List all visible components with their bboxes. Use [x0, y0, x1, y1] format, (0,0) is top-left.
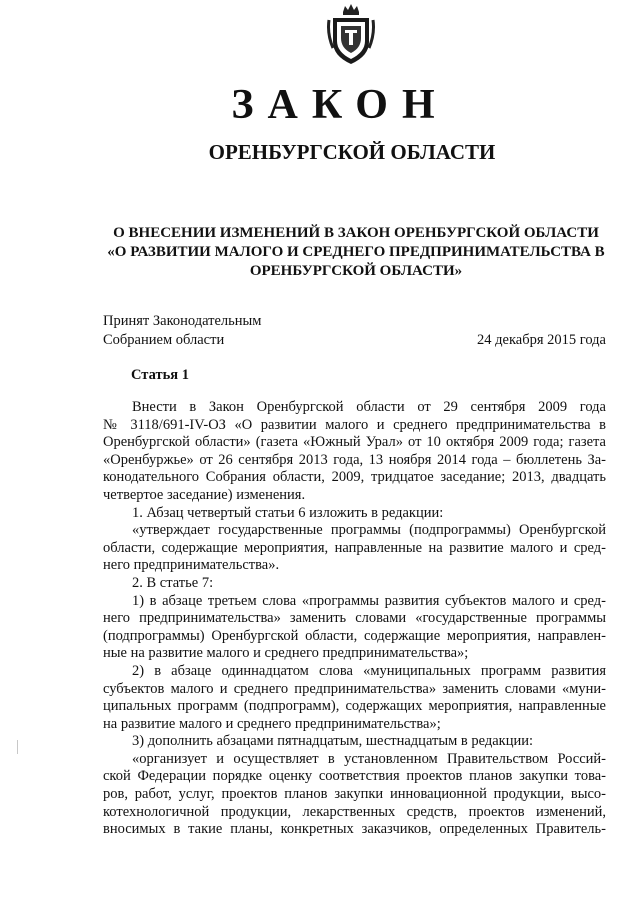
text-line: «Оренбуржье» от 26 сентября 2013 года, 13 ноября 2014 года – бюллетень За-: [103, 451, 606, 468]
law-title: [96, 224, 616, 281]
text-line: ные на развитие малого и среднего предпринимательства»;: [103, 645, 469, 662]
text-line: вносимых в такие планы, конкретных заказчиков, определенных Правитель-: [103, 821, 606, 838]
text-line: 3) дополнить абзацами пятнадцатым, шестнадцатым в редакции:: [132, 733, 534, 750]
text-line: четвертое заседание) изменения.: [103, 486, 306, 503]
text-line: 2. В статье 7:: [132, 574, 214, 591]
article-heading: Статья 1: [131, 367, 189, 383]
text-line: 1) в абзаце третьем слова «программы развития субъектов малого и сред-: [132, 592, 606, 609]
text-line: субъектов малого и среднего предпринимательства» заменить словами «муни-: [103, 680, 606, 697]
text-line: 2) в абзаце одиннадцатом слова «муниципальных программ развития: [132, 662, 606, 679]
text-line: конодательного Собрания области, 2009, тридцатое заседание; 2013, двадцать: [103, 469, 606, 486]
law-title-line: О ВНЕСЕНИИ ИЗМЕНЕНИЙ В ЗАКОН ОРЕНБУРГСКОЙ ОБЛАСТИ: [113, 225, 599, 241]
adoption-date: 24 декабря 2015 года: [477, 332, 606, 348]
text-line: ципальных программ (подпрограмм), содержащих мероприятия, направленные: [103, 698, 606, 715]
text-line: котехнологичной продукции, лекарственных средств, проектов изменений,: [103, 803, 606, 820]
text-line: него предпринимательства».: [103, 557, 280, 574]
text-line: ской Федерации порядке оценку соответствия проектов планов закупки това-: [103, 768, 606, 785]
text-line: области, содержащие мероприятия, направленные на развитие малого и сред-: [103, 539, 606, 556]
document-subtitle: ОРЕНБУРГСКОЙ ОБЛАСТИ: [208, 140, 496, 164]
text-line: 1. Абзац четвертый статьи 6 изложить в редакции:: [132, 504, 444, 521]
text-line: (подпрограммы) Оренбургской области, содержащие мероприятия, направлен-: [103, 627, 606, 644]
adoption-info: [103, 312, 261, 350]
text-line: Внести в Закон Оренбургской области от 29 сентября 2009 года: [132, 399, 606, 415]
law-title-line: «О РАЗВИТИИ МАЛОГО И СРЕДНЕГО ПРЕДПРИНИМАТЕЛЬСТВА В: [107, 244, 605, 260]
scan-margin-mark: [17, 740, 18, 754]
adoption-line: Собранием области: [103, 332, 225, 348]
text-line: «утверждает государственные программы (подпрограммы) Оренбургской: [132, 522, 606, 539]
text-line: ров, работ, услуг, проектов планов закупки инновационной продукции, высо-: [103, 786, 606, 803]
adoption-line: Принят Законодательным: [103, 313, 262, 329]
article-body: [103, 399, 606, 839]
text-line: него предпринимательства» заменить словами «государственные программы: [103, 610, 606, 627]
law-title-line: ОРЕНБУРГСКОЙ ОБЛАСТИ»: [249, 263, 463, 279]
coat-of-arms-icon: [327, 4, 375, 66]
text-line: Оренбургской области» (газета «Южный Урал» от 10 октября 2009 года; газета: [103, 434, 606, 451]
text-line: «организует и осуществляет в установленном Правительством Россий-: [132, 750, 606, 767]
text-line: на развитие малого и среднего предпринимательства»;: [103, 715, 441, 732]
document-title: ЗАКОН: [231, 82, 449, 128]
text-line: № 3118/691-IV-ОЗ «О развитии малого и среднего предпринимательства в: [103, 416, 606, 433]
